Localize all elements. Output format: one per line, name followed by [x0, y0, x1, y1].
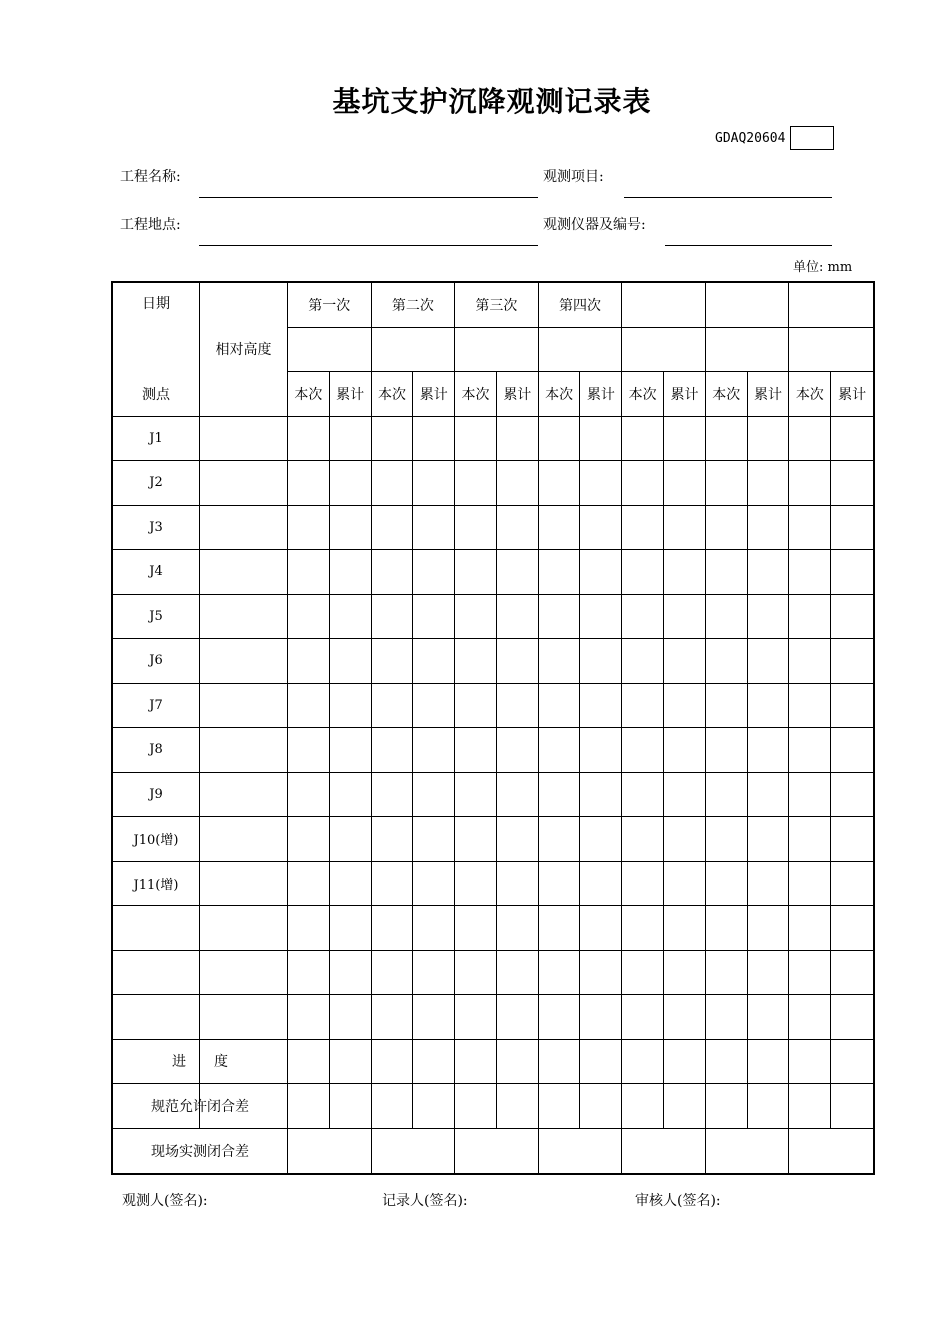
- data-cell[interactable]: [789, 461, 831, 506]
- round-date-cell[interactable]: [706, 328, 790, 373]
- data-cell[interactable]: [288, 817, 330, 862]
- data-cell[interactable]: [372, 862, 414, 907]
- progress-cell[interactable]: [622, 1040, 706, 1085]
- data-cell[interactable]: [664, 550, 706, 595]
- data-cell[interactable]: [748, 951, 790, 996]
- data-cell[interactable]: [200, 684, 288, 729]
- reviewer-signature-label: 审核人(签名):: [635, 1193, 721, 1209]
- form-code-box[interactable]: [790, 126, 834, 150]
- round-date-cell[interactable]: [372, 328, 456, 373]
- data-cell[interactable]: [664, 461, 706, 506]
- data-cell[interactable]: [664, 595, 706, 640]
- data-cell[interactable]: [622, 550, 664, 595]
- progress-cell[interactable]: [455, 1040, 539, 1085]
- project-name-label: 工程名称:: [120, 169, 181, 185]
- measured-closure-cell[interactable]: [539, 1129, 623, 1174]
- data-cell[interactable]: [831, 417, 873, 462]
- settlement-record-table: [111, 281, 875, 1175]
- data-cell[interactable]: [330, 595, 372, 640]
- data-cell[interactable]: [580, 550, 622, 595]
- data-cell[interactable]: [200, 506, 288, 551]
- round-header: 第一次: [288, 283, 372, 328]
- project-location-label: 工程地点:: [120, 217, 181, 233]
- data-cell[interactable]: [622, 951, 664, 996]
- data-cell[interactable]: [455, 773, 497, 818]
- data-cell[interactable]: [288, 951, 330, 996]
- data-cell[interactable]: [200, 951, 288, 996]
- data-cell[interactable]: [789, 995, 831, 1040]
- data-cell[interactable]: [288, 639, 330, 684]
- data-cell[interactable]: [831, 906, 873, 951]
- data-cell[interactable]: [706, 773, 748, 818]
- data-cell[interactable]: [664, 728, 706, 773]
- data-cell[interactable]: [664, 684, 706, 729]
- point-id-cell: J11(增): [113, 862, 200, 907]
- data-cell[interactable]: [789, 951, 831, 996]
- data-cell[interactable]: [288, 906, 330, 951]
- data-cell[interactable]: [748, 595, 790, 640]
- data-cell[interactable]: [789, 773, 831, 818]
- data-cell[interactable]: [706, 639, 748, 684]
- data-cell[interactable]: [831, 684, 873, 729]
- data-cell[interactable]: [288, 550, 330, 595]
- data-cell[interactable]: [497, 506, 539, 551]
- round-header: 第二次: [372, 283, 456, 328]
- data-cell[interactable]: [664, 639, 706, 684]
- data-cell[interactable]: [622, 639, 664, 684]
- data-cell[interactable]: [706, 817, 748, 862]
- this-time-header: 本次: [706, 372, 748, 417]
- data-cell[interactable]: [706, 595, 748, 640]
- point-id-cell: J9: [113, 773, 200, 818]
- data-cell[interactable]: [748, 506, 790, 551]
- data-cell[interactable]: [372, 506, 414, 551]
- data-cell[interactable]: [831, 995, 873, 1040]
- data-cell[interactable]: [372, 684, 414, 729]
- point-id-cell: J5: [113, 595, 200, 640]
- data-cell[interactable]: [622, 461, 664, 506]
- data-cell[interactable]: [455, 906, 497, 951]
- data-cell[interactable]: [497, 461, 539, 506]
- round-header: 第四次: [539, 283, 623, 328]
- date-label: 日期: [142, 296, 170, 312]
- data-cell[interactable]: [288, 595, 330, 640]
- point-id-cell: J1: [113, 417, 200, 462]
- data-cell[interactable]: [664, 773, 706, 818]
- project-location-underline: [199, 245, 538, 246]
- data-cell[interactable]: [789, 595, 831, 640]
- data-cell[interactable]: [413, 684, 455, 729]
- data-cell[interactable]: [789, 906, 831, 951]
- data-cell[interactable]: [497, 773, 539, 818]
- data-cell[interactable]: [622, 684, 664, 729]
- data-cell[interactable]: [539, 506, 581, 551]
- data-cell[interactable]: [455, 951, 497, 996]
- round-date-cell[interactable]: [789, 328, 873, 373]
- data-cell[interactable]: [622, 773, 664, 818]
- data-cell[interactable]: [580, 773, 622, 818]
- data-cell[interactable]: [580, 506, 622, 551]
- data-cell[interactable]: [413, 862, 455, 907]
- data-cell[interactable]: [706, 461, 748, 506]
- data-cell[interactable]: [789, 684, 831, 729]
- this-time-header: 本次: [789, 372, 831, 417]
- data-cell[interactable]: [413, 461, 455, 506]
- data-cell[interactable]: [789, 728, 831, 773]
- data-cell[interactable]: [622, 506, 664, 551]
- observation-item-label: 观测项目:: [543, 169, 604, 185]
- data-cell[interactable]: [497, 550, 539, 595]
- data-cell[interactable]: [831, 773, 873, 818]
- data-cell[interactable]: [831, 550, 873, 595]
- data-cell[interactable]: [664, 951, 706, 996]
- progress-label: 进 度: [113, 1040, 288, 1085]
- allowed-closure-value[interactable]: [288, 1084, 873, 1129]
- data-cell[interactable]: [330, 506, 372, 551]
- point-id-cell: J10(增): [113, 817, 200, 862]
- data-cell[interactable]: [288, 506, 330, 551]
- measured-closure-cell[interactable]: [706, 1129, 790, 1174]
- round-header: 第三次: [455, 283, 539, 328]
- data-cell[interactable]: [413, 550, 455, 595]
- data-cell[interactable]: [455, 595, 497, 640]
- data-cell[interactable]: [288, 417, 330, 462]
- data-cell[interactable]: [831, 728, 873, 773]
- data-cell[interactable]: [622, 728, 664, 773]
- unit-label: 单位: mm: [793, 260, 853, 275]
- form-title: 基坑支护沉降观测记录表: [332, 85, 652, 118]
- data-cell[interactable]: [497, 817, 539, 862]
- cumulative-header: 累计: [580, 372, 622, 417]
- point-label: 测点: [142, 386, 170, 403]
- progress-cell[interactable]: [706, 1040, 790, 1085]
- data-cell[interactable]: [330, 773, 372, 818]
- data-cell[interactable]: [539, 906, 581, 951]
- point-id-cell: J4: [113, 550, 200, 595]
- data-cell[interactable]: [497, 639, 539, 684]
- data-cell[interactable]: [622, 995, 664, 1040]
- observer-signature-label: 观测人(签名):: [122, 1193, 208, 1209]
- data-cell[interactable]: [748, 728, 790, 773]
- data-cell[interactable]: [200, 862, 288, 907]
- data-cell[interactable]: [200, 906, 288, 951]
- data-cell[interactable]: [748, 817, 790, 862]
- measured-closure-cell[interactable]: [372, 1129, 456, 1174]
- cumulative-header: 累计: [413, 372, 455, 417]
- round-header: [706, 283, 790, 328]
- data-cell[interactable]: [539, 461, 581, 506]
- data-cell[interactable]: [200, 817, 288, 862]
- point-id-cell: J7: [113, 684, 200, 729]
- data-cell[interactable]: [748, 550, 790, 595]
- data-cell[interactable]: [748, 906, 790, 951]
- measured-closure-label: 现场实测闭合差: [113, 1129, 288, 1174]
- data-cell[interactable]: [664, 906, 706, 951]
- data-cell[interactable]: [580, 817, 622, 862]
- data-cell[interactable]: [200, 728, 288, 773]
- data-cell[interactable]: [831, 639, 873, 684]
- data-cell[interactable]: [330, 684, 372, 729]
- data-cell[interactable]: [789, 817, 831, 862]
- data-cell[interactable]: [748, 639, 790, 684]
- data-cell[interactable]: [748, 461, 790, 506]
- data-cell[interactable]: [288, 461, 330, 506]
- data-cell[interactable]: [748, 417, 790, 462]
- relative-height-header: 相对高度: [200, 283, 288, 417]
- round-date-cell[interactable]: [455, 328, 539, 373]
- data-cell[interactable]: [288, 862, 330, 907]
- data-cell[interactable]: [580, 951, 622, 996]
- round-header: [789, 283, 873, 328]
- data-cell[interactable]: [372, 817, 414, 862]
- data-cell[interactable]: [497, 862, 539, 907]
- data-cell[interactable]: [330, 550, 372, 595]
- cumulative-header: 累计: [330, 372, 372, 417]
- data-cell[interactable]: [455, 862, 497, 907]
- measured-closure-cell[interactable]: [288, 1129, 372, 1174]
- data-cell[interactable]: [831, 951, 873, 996]
- data-cell[interactable]: [372, 773, 414, 818]
- data-cell[interactable]: [580, 862, 622, 907]
- data-cell[interactable]: [330, 995, 372, 1040]
- this-time-header: 本次: [455, 372, 497, 417]
- data-cell[interactable]: [539, 773, 581, 818]
- data-cell[interactable]: [831, 595, 873, 640]
- data-cell[interactable]: [413, 506, 455, 551]
- data-cell[interactable]: [706, 417, 748, 462]
- data-cell[interactable]: [200, 773, 288, 818]
- data-cell[interactable]: [539, 862, 581, 907]
- data-cell[interactable]: [288, 684, 330, 729]
- data-cell[interactable]: [455, 506, 497, 551]
- point-id-cell: [113, 906, 200, 951]
- round-date-cell[interactable]: [288, 328, 372, 373]
- measured-closure-cell[interactable]: [789, 1129, 873, 1174]
- data-cell[interactable]: [455, 639, 497, 684]
- allowed-closure-label: 规范允许闭合差: [113, 1084, 288, 1129]
- data-cell[interactable]: [413, 817, 455, 862]
- cumulative-header: 累计: [497, 372, 539, 417]
- point-id-cell: J3: [113, 506, 200, 551]
- data-cell[interactable]: [789, 550, 831, 595]
- point-id-cell: [113, 951, 200, 996]
- this-time-header: 本次: [288, 372, 330, 417]
- data-cell[interactable]: [497, 595, 539, 640]
- data-cell[interactable]: [372, 906, 414, 951]
- data-cell[interactable]: [200, 550, 288, 595]
- data-cell[interactable]: [831, 461, 873, 506]
- data-cell[interactable]: [706, 862, 748, 907]
- data-cell[interactable]: [330, 639, 372, 684]
- data-cell[interactable]: [455, 995, 497, 1040]
- data-cell[interactable]: [372, 550, 414, 595]
- data-cell[interactable]: [580, 995, 622, 1040]
- point-id-cell: J2: [113, 461, 200, 506]
- data-cell[interactable]: [789, 639, 831, 684]
- data-cell[interactable]: [497, 995, 539, 1040]
- data-cell[interactable]: [664, 862, 706, 907]
- data-cell[interactable]: [497, 728, 539, 773]
- data-cell[interactable]: [622, 417, 664, 462]
- data-cell[interactable]: [706, 906, 748, 951]
- this-time-header: 本次: [372, 372, 414, 417]
- progress-cell[interactable]: [789, 1040, 873, 1085]
- cumulative-header: 累计: [748, 372, 790, 417]
- data-cell[interactable]: [539, 817, 581, 862]
- data-cell[interactable]: [455, 817, 497, 862]
- data-cell[interactable]: [622, 817, 664, 862]
- data-cell[interactable]: [200, 639, 288, 684]
- data-cell[interactable]: [372, 595, 414, 640]
- data-cell[interactable]: [372, 639, 414, 684]
- data-cell[interactable]: [664, 417, 706, 462]
- measured-closure-cell[interactable]: [455, 1129, 539, 1174]
- cumulative-header: 累计: [664, 372, 706, 417]
- data-cell[interactable]: [748, 773, 790, 818]
- data-cell[interactable]: [455, 461, 497, 506]
- data-cell[interactable]: [330, 461, 372, 506]
- data-cell[interactable]: [706, 684, 748, 729]
- data-cell[interactable]: [539, 417, 581, 462]
- round-date-cell[interactable]: [622, 328, 706, 373]
- data-cell[interactable]: [288, 728, 330, 773]
- data-cell[interactable]: [330, 906, 372, 951]
- data-cell[interactable]: [539, 639, 581, 684]
- data-cell[interactable]: [622, 595, 664, 640]
- data-cell[interactable]: [789, 417, 831, 462]
- round-header: [622, 283, 706, 328]
- data-cell[interactable]: [288, 995, 330, 1040]
- project-name-underline: [199, 197, 538, 198]
- data-cell[interactable]: [497, 417, 539, 462]
- data-cell[interactable]: [413, 728, 455, 773]
- progress-cell[interactable]: [372, 1040, 456, 1085]
- data-cell[interactable]: [413, 906, 455, 951]
- data-cell[interactable]: [580, 639, 622, 684]
- data-cell[interactable]: [497, 684, 539, 729]
- data-cell[interactable]: [622, 906, 664, 951]
- date-point-header: [113, 283, 200, 417]
- data-cell[interactable]: [748, 862, 790, 907]
- data-cell[interactable]: [789, 506, 831, 551]
- data-cell[interactable]: [539, 951, 581, 996]
- point-id-cell: [113, 995, 200, 1040]
- data-cell[interactable]: [330, 817, 372, 862]
- data-cell[interactable]: [372, 461, 414, 506]
- data-cell[interactable]: [497, 951, 539, 996]
- data-cell[interactable]: [330, 862, 372, 907]
- observation-item-underline: [624, 197, 832, 198]
- form-code: GDAQ20604: [715, 131, 786, 146]
- progress-cell[interactable]: [539, 1040, 623, 1085]
- data-cell[interactable]: [706, 550, 748, 595]
- data-cell[interactable]: [455, 728, 497, 773]
- data-cell[interactable]: [413, 595, 455, 640]
- data-cell[interactable]: [330, 417, 372, 462]
- data-cell[interactable]: [664, 506, 706, 551]
- data-cell[interactable]: [706, 728, 748, 773]
- data-cell[interactable]: [580, 595, 622, 640]
- instrument-label: 观测仪器及编号:: [543, 217, 646, 233]
- data-cell[interactable]: [580, 461, 622, 506]
- point-id-cell: J6: [113, 639, 200, 684]
- data-cell[interactable]: [372, 728, 414, 773]
- data-cell[interactable]: [413, 773, 455, 818]
- data-cell[interactable]: [455, 417, 497, 462]
- data-cell[interactable]: [580, 906, 622, 951]
- data-cell[interactable]: [664, 817, 706, 862]
- data-cell[interactable]: [706, 951, 748, 996]
- instrument-underline: [665, 245, 832, 246]
- data-cell[interactable]: [789, 862, 831, 907]
- data-cell[interactable]: [288, 773, 330, 818]
- data-cell[interactable]: [413, 417, 455, 462]
- data-cell[interactable]: [622, 862, 664, 907]
- recorder-signature-label: 记录人(签名):: [382, 1193, 468, 1209]
- data-cell[interactable]: [706, 995, 748, 1040]
- data-cell[interactable]: [330, 951, 372, 996]
- this-time-header: 本次: [539, 372, 581, 417]
- data-cell[interactable]: [539, 684, 581, 729]
- data-cell[interactable]: [455, 684, 497, 729]
- progress-cell[interactable]: [288, 1040, 372, 1085]
- point-id-cell: J8: [113, 728, 200, 773]
- data-cell[interactable]: [413, 639, 455, 684]
- data-cell[interactable]: [455, 550, 497, 595]
- data-cell[interactable]: [200, 461, 288, 506]
- data-cell[interactable]: [831, 817, 873, 862]
- data-cell[interactable]: [580, 684, 622, 729]
- cumulative-header: 累计: [831, 372, 873, 417]
- data-cell[interactable]: [372, 995, 414, 1040]
- data-cell[interactable]: [539, 995, 581, 1040]
- data-cell[interactable]: [539, 728, 581, 773]
- data-cell[interactable]: [706, 506, 748, 551]
- data-cell[interactable]: [664, 995, 706, 1040]
- data-cell[interactable]: [413, 951, 455, 996]
- data-cell[interactable]: [200, 595, 288, 640]
- data-cell[interactable]: [200, 417, 288, 462]
- data-cell[interactable]: [372, 417, 414, 462]
- data-cell[interactable]: [580, 728, 622, 773]
- data-cell[interactable]: [200, 995, 288, 1040]
- data-cell[interactable]: [330, 728, 372, 773]
- data-cell[interactable]: [748, 995, 790, 1040]
- data-cell[interactable]: [539, 550, 581, 595]
- data-cell[interactable]: [831, 862, 873, 907]
- data-cell[interactable]: [580, 417, 622, 462]
- measured-closure-cell[interactable]: [622, 1129, 706, 1174]
- data-cell[interactable]: [497, 906, 539, 951]
- this-time-header: 本次: [622, 372, 664, 417]
- data-cell[interactable]: [831, 506, 873, 551]
- data-cell[interactable]: [372, 951, 414, 996]
- round-date-cell[interactable]: [539, 328, 623, 373]
- data-cell[interactable]: [748, 684, 790, 729]
- data-cell[interactable]: [413, 995, 455, 1040]
- data-cell[interactable]: [539, 595, 581, 640]
